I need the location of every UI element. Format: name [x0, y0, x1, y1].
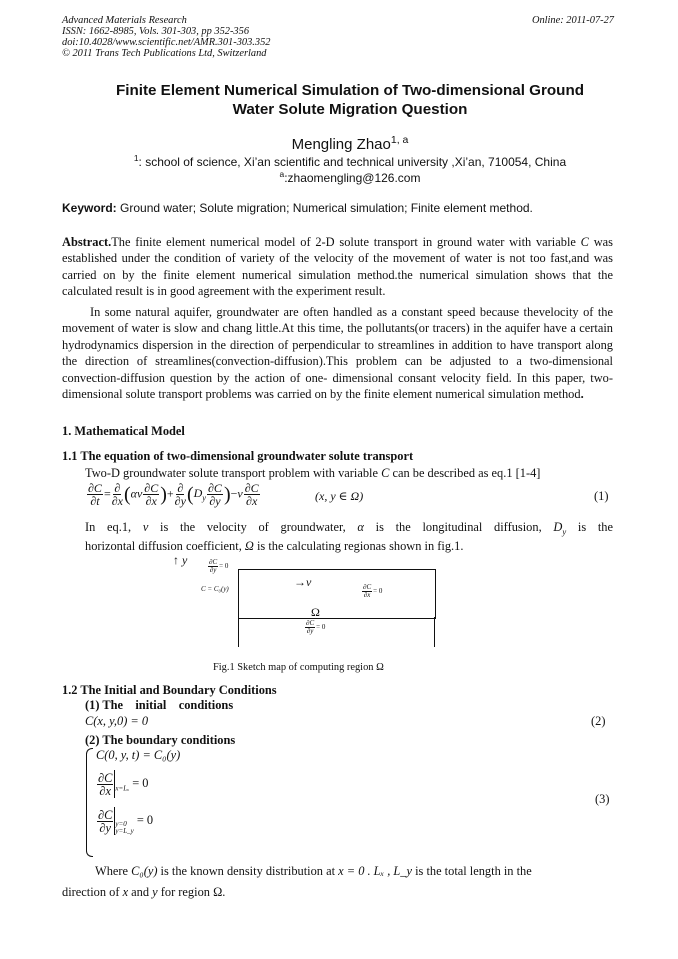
author	[70, 134, 630, 153]
where-c0: C₀(y)	[131, 864, 158, 878]
email-text: :zhaomengling@126.com	[284, 171, 421, 185]
where-line-1	[95, 863, 532, 879]
where-5: and	[128, 885, 153, 899]
fig1-bottom-bc-rhs: = 0	[316, 623, 326, 632]
where-1: Where	[95, 864, 132, 878]
eq2-number: (2)	[591, 714, 606, 728]
where-line-2	[62, 884, 225, 900]
fig1-left-bc: C = C₀(y)	[201, 585, 229, 593]
title-line-2: Water Solute Migration Question	[232, 100, 468, 118]
eq1-desc-alpha: α	[357, 520, 364, 534]
fig1-bottom-bc-num: ∂C	[306, 619, 315, 627]
affiliation-sup: 1	[133, 153, 139, 163]
abstract	[62, 234, 613, 300]
where-2: is the known density distribution at	[157, 864, 339, 878]
eq1-domain: (x, y ∈ Ω)	[315, 489, 364, 503]
fig1-velocity: →ν	[294, 575, 312, 589]
eq3-line-3: $\frac{\partial C}{\partial y}$ y=0 y=L_y = 0	[98, 807, 154, 835]
where-cond: x = 0 . Lₓ , L_y	[338, 864, 412, 878]
where-omega: Ω	[213, 885, 223, 899]
where-6: for region	[157, 885, 214, 899]
eq1-description-line2	[85, 538, 463, 554]
author-name: Mengling Zhao	[291, 136, 391, 153]
fig1-right-bc-rhs: = 0	[373, 587, 383, 596]
eq1-desc-2: is the velocity of groundwater,	[148, 520, 358, 534]
where-x: x	[122, 885, 129, 899]
where-7: .	[222, 885, 226, 899]
fig1-right-bc	[361, 584, 382, 599]
eq3-line-3-rhs: = 0	[136, 812, 154, 827]
section-1-2-heading: 1.2 The Initial and Boundary Conditions	[62, 683, 277, 697]
paper-title	[70, 82, 630, 119]
eq1-desc-dsub: y	[562, 526, 567, 537]
eq1-desc-5: horizontal diffusion coefficient,	[85, 539, 245, 553]
eq1-description-line1	[85, 519, 613, 540]
where-4: direction of	[62, 885, 123, 899]
fig1-right-bc-den: ∂x	[363, 591, 371, 599]
eq1-intro-b: can be described as eq.1 [1-4]	[389, 466, 541, 480]
fig1-bottom-bc-den: ∂y	[306, 627, 314, 635]
keywords	[62, 201, 533, 215]
eq3-line-2-sub: x=Lₓ	[115, 784, 130, 793]
fig1-top-bc-den: ∂y	[209, 566, 217, 574]
where-y: y	[152, 885, 158, 899]
section-1-heading: 1. Mathematical Model	[62, 424, 185, 438]
fig1-left-wall	[238, 617, 239, 647]
eq3-line-2-rhs: = 0	[132, 775, 149, 790]
boundary-conditions-label: (2) The boundary conditions	[85, 733, 236, 747]
abstract-text-2: was established under the condition of variety of the velocity of the movement of water is not too fast,and was carried on by the finite element numerical simulation method.the numerical simulation shows that the calculated result is in good agreement with the experiment result.	[62, 235, 613, 299]
eq1-desc-d: D	[553, 520, 563, 534]
eq1-desc-6: is the calculating regionas shown in fig.1.	[253, 539, 464, 553]
eq1-desc-3: is the longitudinal diffusion,	[363, 520, 554, 534]
eq3-brace	[86, 748, 93, 857]
eq3-line-1: C(0, y, t) = C₀(y)	[96, 748, 181, 762]
eq1-intro-var: C	[381, 466, 390, 480]
keyword-label: Keyword:	[62, 201, 117, 215]
email-sup: a	[279, 169, 285, 179]
eq1-intro-a: Two-D groundwater solute transport problem with variable	[85, 466, 382, 480]
header-issn: ISSN: 1662-8985, Vols. 301-303, pp 352-356	[62, 26, 250, 37]
section-1-1-heading: 1.1 The equation of two-dimensional groundwater solute transport	[62, 449, 414, 463]
eq1-desc-v: v	[142, 520, 149, 534]
email	[70, 169, 630, 185]
title-line-1: Finite Element Numerical Simulation of Two-dimensional Ground	[115, 82, 585, 99]
fig1-bottom-bc	[304, 620, 325, 635]
fig1-region-label: Ω	[311, 605, 320, 619]
intro-end: .	[580, 387, 584, 402]
affiliation-text: : school of science, Xi’an scientific and technical university ,Xi’an, 710054, China	[138, 155, 567, 169]
fig1-right-bc-num: ∂C	[363, 583, 372, 591]
eq1-desc-4: is the	[566, 520, 613, 534]
eq1-intro	[85, 465, 540, 481]
header-online-date: Online: 2011-07-27	[531, 15, 614, 26]
fig1-top-bc	[207, 559, 228, 574]
initial-conditions-label: (1) The initial conditions	[85, 698, 234, 712]
where-3: is the total length in the	[411, 864, 532, 878]
header-journal: Advanced Materials Research	[62, 15, 187, 26]
fig1-caption	[213, 662, 384, 673]
abstract-label: Abstract.	[62, 235, 112, 249]
eq3-line-2: $\frac{\partial C}{\partial x}$ $_{x=L_x}$ = 0	[98, 770, 149, 798]
abstract-text-1: The finite element numerical model of 2-D solute transport in ground water with variable	[111, 235, 581, 249]
keyword-list: Ground water; Solute migration; Numerical simulation; Finite element method.	[116, 201, 533, 215]
fig1-right-wall	[434, 617, 435, 647]
header-copyright: © 2011 Trans Tech Publications Ltd, Switzerland	[62, 48, 267, 59]
author-sup: 1, a	[390, 134, 409, 146]
eq1-desc-omega: Ω	[244, 539, 254, 553]
figure-1	[160, 553, 460, 653]
eq3-number: (3)	[595, 792, 610, 806]
fig1-caption-symbol: Ω	[376, 662, 384, 673]
equation-2: C(x, y,0) = 0	[85, 714, 149, 728]
eq3-line-3-sub-b: y=L_y	[115, 827, 134, 835]
fig1-top-bc-num: ∂C	[209, 558, 218, 566]
fig1-region-box	[238, 569, 436, 619]
eq1-number: (1)	[594, 489, 609, 503]
equation-1: $\frac{\partial C}{\partial t}$ = ∂ ∂x (αν $\frac{\partial C}{\partial x}$ )+ ∂ ∂y ($D_y$ $\frac{\partial C}{\partial y}$ )−ν $\frac{\partial C}{\partial x}$	[88, 481, 259, 508]
intro-paragraph	[62, 304, 613, 402]
fig1-top-bc-rhs: = 0	[219, 562, 229, 571]
header-doi: doi:10.4028/www.scientific.net/AMR.301-303.352	[62, 37, 271, 48]
fig1-y-axis: ↑ y	[173, 553, 188, 567]
abstract-var: C	[580, 235, 589, 249]
affiliation	[70, 153, 630, 169]
eq3-line-3-sub-a: y=0	[115, 820, 127, 828]
intro-text: In some natural aquifer, groundwater are often handled as a constant speed because thevelocity of the movement of water is slow and chang little.At this time, the pollutants(or tracers) in the aquifer have a certain hydrodynamics dispersion in the direction of perpendicular to streamlines in addition to have transport along the direction of streamlines(convection-diffusion).This problem can be adjusted to a two-dimensional convection-diffusion question by the action of one- dimensional consant velocity field. In this paper, two-dimensional solute transport problems was carried on by the finite element numerical simulation method	[62, 305, 613, 402]
fig1-caption-text: Fig.1 Sketch map of computing region	[213, 662, 377, 673]
eq1-desc-1: In eq.1,	[85, 520, 143, 534]
